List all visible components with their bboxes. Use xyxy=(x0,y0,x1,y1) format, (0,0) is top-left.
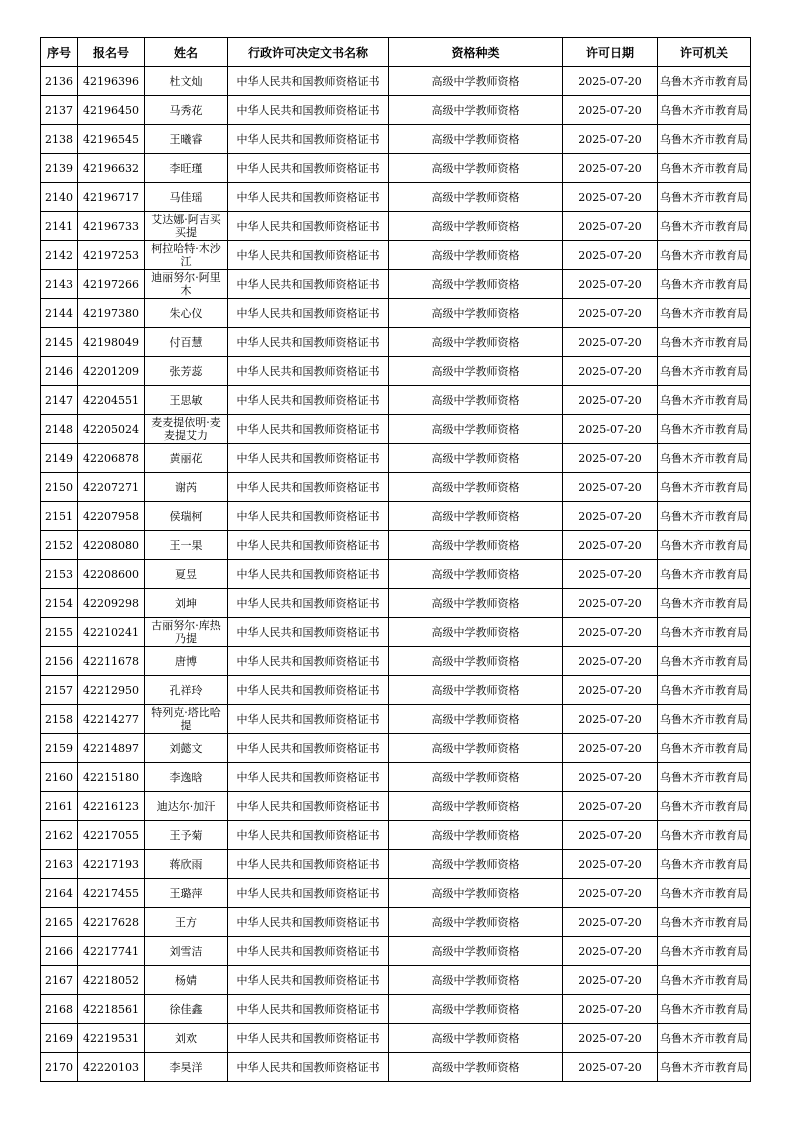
cell-document: 中华人民共和国教师资格证书 xyxy=(228,270,389,299)
cell-seq: 2137 xyxy=(41,96,78,125)
cell-document: 中华人民共和国教师资格证书 xyxy=(228,589,389,618)
cell-reg-no: 42197266 xyxy=(78,270,145,299)
table-row xyxy=(41,850,751,879)
cell-qualification: 高级中学教师资格 xyxy=(389,96,563,125)
cell-name: 李旺瑾 xyxy=(145,154,228,183)
cell-reg-no: 42216123 xyxy=(78,792,145,821)
cell-qualification: 高级中学教师资格 xyxy=(389,183,563,212)
cell-document: 中华人民共和国教师资格证书 xyxy=(228,502,389,531)
cell-document: 中华人民共和国教师资格证书 xyxy=(228,734,389,763)
table-row xyxy=(41,299,751,328)
cell-reg-no: 42210241 xyxy=(78,618,145,647)
cell-reg-no: 42196545 xyxy=(78,125,145,154)
cell-name: 李逸晗 xyxy=(145,763,228,792)
cell-authority: 乌鲁木齐市教育局 xyxy=(658,705,751,734)
table-row xyxy=(41,241,751,270)
cell-seq: 2150 xyxy=(41,473,78,502)
table-row xyxy=(41,270,751,299)
cell-seq: 2164 xyxy=(41,879,78,908)
cell-reg-no: 42211678 xyxy=(78,647,145,676)
cell-document: 中华人民共和国教师资格证书 xyxy=(228,908,389,937)
cell-seq: 2138 xyxy=(41,125,78,154)
cell-reg-no: 42214277 xyxy=(78,705,145,734)
cell-qualification: 高级中学教师资格 xyxy=(389,734,563,763)
cell-authority: 乌鲁木齐市教育局 xyxy=(658,995,751,1024)
cell-qualification: 高级中学教师资格 xyxy=(389,444,563,473)
cell-document: 中华人民共和国教师资格证书 xyxy=(228,1053,389,1082)
cell-authority: 乌鲁木齐市教育局 xyxy=(658,618,751,647)
cell-name: 刘懿文 xyxy=(145,734,228,763)
cell-authority: 乌鲁木齐市教育局 xyxy=(658,357,751,386)
cell-qualification: 高级中学教师资格 xyxy=(389,299,563,328)
cell-qualification: 高级中学教师资格 xyxy=(389,473,563,502)
cell-seq: 2144 xyxy=(41,299,78,328)
cell-name: 付百慧 xyxy=(145,328,228,357)
table-row xyxy=(41,908,751,937)
cell-date: 2025-07-20 xyxy=(563,473,658,502)
cell-reg-no: 42206878 xyxy=(78,444,145,473)
cell-seq: 2154 xyxy=(41,589,78,618)
cell-name: 王思敏 xyxy=(145,386,228,415)
cell-qualification: 高级中学教师资格 xyxy=(389,879,563,908)
cell-seq: 2143 xyxy=(41,270,78,299)
cell-reg-no: 42215180 xyxy=(78,763,145,792)
cell-reg-no: 42201209 xyxy=(78,357,145,386)
cell-date: 2025-07-20 xyxy=(563,850,658,879)
cell-document: 中华人民共和国教师资格证书 xyxy=(228,386,389,415)
table-row xyxy=(41,96,751,125)
cell-authority: 乌鲁木齐市教育局 xyxy=(658,154,751,183)
cell-date: 2025-07-20 xyxy=(563,647,658,676)
cell-date: 2025-07-20 xyxy=(563,125,658,154)
table-row xyxy=(41,67,751,96)
cell-seq: 2162 xyxy=(41,821,78,850)
cell-seq: 2140 xyxy=(41,183,78,212)
cell-seq: 2149 xyxy=(41,444,78,473)
cell-authority: 乌鲁木齐市教育局 xyxy=(658,879,751,908)
cell-name: 刘雪洁 xyxy=(145,937,228,966)
cell-date: 2025-07-20 xyxy=(563,502,658,531)
cell-document: 中华人民共和国教师资格证书 xyxy=(228,299,389,328)
cell-seq: 2159 xyxy=(41,734,78,763)
cell-reg-no: 42207271 xyxy=(78,473,145,502)
cell-seq: 2167 xyxy=(41,966,78,995)
cell-document: 中华人民共和国教师资格证书 xyxy=(228,444,389,473)
cell-seq: 2147 xyxy=(41,386,78,415)
cell-name: 蒋欣雨 xyxy=(145,850,228,879)
header-reg-no: 报名号 xyxy=(78,38,145,67)
cell-authority: 乌鲁木齐市教育局 xyxy=(658,502,751,531)
cell-seq: 2166 xyxy=(41,937,78,966)
cell-authority: 乌鲁木齐市教育局 xyxy=(658,647,751,676)
cell-date: 2025-07-20 xyxy=(563,357,658,386)
cell-name: 王一果 xyxy=(145,531,228,560)
cell-qualification: 高级中学教师资格 xyxy=(389,415,563,444)
cell-document: 中华人民共和国教师资格证书 xyxy=(228,705,389,734)
cell-reg-no: 42218052 xyxy=(78,966,145,995)
cell-name: 王曦睿 xyxy=(145,125,228,154)
table-row xyxy=(41,937,751,966)
cell-date: 2025-07-20 xyxy=(563,328,658,357)
cell-document: 中华人民共和国教师资格证书 xyxy=(228,560,389,589)
cell-seq: 2163 xyxy=(41,850,78,879)
cell-authority: 乌鲁木齐市教育局 xyxy=(658,415,751,444)
cell-qualification: 高级中学教师资格 xyxy=(389,1024,563,1053)
table-row xyxy=(41,125,751,154)
cell-document: 中华人民共和国教师资格证书 xyxy=(228,618,389,647)
cell-date: 2025-07-20 xyxy=(563,531,658,560)
cell-reg-no: 42214897 xyxy=(78,734,145,763)
cell-seq: 2156 xyxy=(41,647,78,676)
cell-date: 2025-07-20 xyxy=(563,676,658,705)
header-row xyxy=(41,38,751,67)
cell-name: 朱心仪 xyxy=(145,299,228,328)
cell-document: 中华人民共和国教师资格证书 xyxy=(228,357,389,386)
cell-date: 2025-07-20 xyxy=(563,937,658,966)
cell-authority: 乌鲁木齐市教育局 xyxy=(658,67,751,96)
cell-name: 马秀花 xyxy=(145,96,228,125)
cell-date: 2025-07-20 xyxy=(563,618,658,647)
cell-reg-no: 42204551 xyxy=(78,386,145,415)
cell-reg-no: 42218561 xyxy=(78,995,145,1024)
cell-seq: 2157 xyxy=(41,676,78,705)
cell-seq: 2146 xyxy=(41,357,78,386)
cell-date: 2025-07-20 xyxy=(563,1053,658,1082)
cell-document: 中华人民共和国教师资格证书 xyxy=(228,67,389,96)
cell-reg-no: 42196733 xyxy=(78,212,145,241)
cell-date: 2025-07-20 xyxy=(563,183,658,212)
cell-authority: 乌鲁木齐市教育局 xyxy=(658,792,751,821)
cell-date: 2025-07-20 xyxy=(563,908,658,937)
cell-reg-no: 42217193 xyxy=(78,850,145,879)
table-row xyxy=(41,995,751,1024)
cell-qualification: 高级中学教师资格 xyxy=(389,502,563,531)
cell-date: 2025-07-20 xyxy=(563,415,658,444)
cell-name: 王方 xyxy=(145,908,228,937)
cell-date: 2025-07-20 xyxy=(563,386,658,415)
cell-seq: 2139 xyxy=(41,154,78,183)
cell-qualification: 高级中学教师资格 xyxy=(389,908,563,937)
table-row xyxy=(41,357,751,386)
cell-document: 中华人民共和国教师资格证书 xyxy=(228,1024,389,1053)
table-row xyxy=(41,734,751,763)
cell-qualification: 高级中学教师资格 xyxy=(389,1053,563,1082)
cell-document: 中华人民共和国教师资格证书 xyxy=(228,328,389,357)
cell-name: 黄丽花 xyxy=(145,444,228,473)
cell-authority: 乌鲁木齐市教育局 xyxy=(658,96,751,125)
cell-date: 2025-07-20 xyxy=(563,821,658,850)
table-row xyxy=(41,879,751,908)
cell-authority: 乌鲁木齐市教育局 xyxy=(658,734,751,763)
cell-seq: 2142 xyxy=(41,241,78,270)
cell-date: 2025-07-20 xyxy=(563,589,658,618)
cell-document: 中华人民共和国教师资格证书 xyxy=(228,183,389,212)
cell-name: 徐佳鑫 xyxy=(145,995,228,1024)
cell-reg-no: 42217741 xyxy=(78,937,145,966)
cell-reg-no: 42209298 xyxy=(78,589,145,618)
cell-document: 中华人民共和国教师资格证书 xyxy=(228,96,389,125)
cell-name: 唐博 xyxy=(145,647,228,676)
cell-reg-no: 42196450 xyxy=(78,96,145,125)
cell-authority: 乌鲁木齐市教育局 xyxy=(658,908,751,937)
cell-qualification: 高级中学教师资格 xyxy=(389,647,563,676)
cell-date: 2025-07-20 xyxy=(563,154,658,183)
cell-authority: 乌鲁木齐市教育局 xyxy=(658,212,751,241)
table-row xyxy=(41,763,751,792)
cell-authority: 乌鲁木齐市教育局 xyxy=(658,531,751,560)
cell-qualification: 高级中学教师资格 xyxy=(389,270,563,299)
cell-name: 柯拉哈特·木沙江 xyxy=(145,241,228,270)
cell-name: 迪达尔·加汗 xyxy=(145,792,228,821)
cell-authority: 乌鲁木齐市教育局 xyxy=(658,763,751,792)
cell-seq: 2169 xyxy=(41,1024,78,1053)
table-row xyxy=(41,589,751,618)
cell-document: 中华人民共和国教师资格证书 xyxy=(228,647,389,676)
cell-seq: 2153 xyxy=(41,560,78,589)
cell-name: 侯瑞柯 xyxy=(145,502,228,531)
cell-date: 2025-07-20 xyxy=(563,299,658,328)
cell-qualification: 高级中学教师资格 xyxy=(389,763,563,792)
cell-document: 中华人民共和国教师资格证书 xyxy=(228,531,389,560)
cell-seq: 2148 xyxy=(41,415,78,444)
cell-seq: 2168 xyxy=(41,995,78,1024)
cell-seq: 2158 xyxy=(41,705,78,734)
cell-seq: 2136 xyxy=(41,67,78,96)
cell-document: 中华人民共和国教师资格证书 xyxy=(228,879,389,908)
cell-reg-no: 42196396 xyxy=(78,67,145,96)
cell-date: 2025-07-20 xyxy=(563,560,658,589)
cell-qualification: 高级中学教师资格 xyxy=(389,618,563,647)
cell-document: 中华人民共和国教师资格证书 xyxy=(228,937,389,966)
cell-reg-no: 42196717 xyxy=(78,183,145,212)
cell-seq: 2165 xyxy=(41,908,78,937)
cell-authority: 乌鲁木齐市教育局 xyxy=(658,850,751,879)
cell-reg-no: 42196632 xyxy=(78,154,145,183)
cell-date: 2025-07-20 xyxy=(563,96,658,125)
cell-date: 2025-07-20 xyxy=(563,792,658,821)
cell-authority: 乌鲁木齐市教育局 xyxy=(658,125,751,154)
cell-name: 孔祥玲 xyxy=(145,676,228,705)
cell-reg-no: 42197253 xyxy=(78,241,145,270)
cell-qualification: 高级中学教师资格 xyxy=(389,937,563,966)
header-name: 姓名 xyxy=(145,38,228,67)
table-row xyxy=(41,618,751,647)
cell-qualification: 高级中学教师资格 xyxy=(389,154,563,183)
cell-name: 王予菊 xyxy=(145,821,228,850)
cell-name: 张芳蕊 xyxy=(145,357,228,386)
cell-reg-no: 42220103 xyxy=(78,1053,145,1082)
cell-name: 李昊洋 xyxy=(145,1053,228,1082)
cell-document: 中华人民共和国教师资格证书 xyxy=(228,966,389,995)
table-row xyxy=(41,966,751,995)
cell-date: 2025-07-20 xyxy=(563,1024,658,1053)
cell-authority: 乌鲁木齐市教育局 xyxy=(658,241,751,270)
cell-seq: 2161 xyxy=(41,792,78,821)
cell-qualification: 高级中学教师资格 xyxy=(389,560,563,589)
header-qualification: 资格种类 xyxy=(389,38,563,67)
cell-document: 中华人民共和国教师资格证书 xyxy=(228,792,389,821)
cell-qualification: 高级中学教师资格 xyxy=(389,67,563,96)
cell-name: 麦麦提依明·麦麦提艾力 xyxy=(145,415,228,444)
cell-date: 2025-07-20 xyxy=(563,966,658,995)
cell-document: 中华人民共和国教师资格证书 xyxy=(228,676,389,705)
cell-qualification: 高级中学教师资格 xyxy=(389,241,563,270)
table-row xyxy=(41,676,751,705)
cell-reg-no: 42208600 xyxy=(78,560,145,589)
cell-qualification: 高级中学教师资格 xyxy=(389,357,563,386)
cell-document: 中华人民共和国教师资格证书 xyxy=(228,821,389,850)
cell-qualification: 高级中学教师资格 xyxy=(389,705,563,734)
cell-seq: 2170 xyxy=(41,1053,78,1082)
cell-name: 王璐萍 xyxy=(145,879,228,908)
cell-authority: 乌鲁木齐市教育局 xyxy=(658,444,751,473)
cell-reg-no: 42217055 xyxy=(78,821,145,850)
cell-reg-no: 42197380 xyxy=(78,299,145,328)
table-row xyxy=(41,386,751,415)
cell-seq: 2160 xyxy=(41,763,78,792)
cell-authority: 乌鲁木齐市教育局 xyxy=(658,270,751,299)
cell-seq: 2145 xyxy=(41,328,78,357)
cell-qualification: 高级中学教师资格 xyxy=(389,850,563,879)
table-row xyxy=(41,821,751,850)
table-row xyxy=(41,444,751,473)
cell-authority: 乌鲁木齐市教育局 xyxy=(658,328,751,357)
cell-date: 2025-07-20 xyxy=(563,67,658,96)
header-authority: 许可机关 xyxy=(658,38,751,67)
cell-name: 古丽努尔·库热乃提 xyxy=(145,618,228,647)
header-document: 行政许可决定文书名称 xyxy=(228,38,389,67)
cell-reg-no: 42208080 xyxy=(78,531,145,560)
table-row xyxy=(41,792,751,821)
cell-name: 迪丽努尔·阿里木 xyxy=(145,270,228,299)
cell-qualification: 高级中学教师资格 xyxy=(389,212,563,241)
cell-qualification: 高级中学教师资格 xyxy=(389,792,563,821)
cell-qualification: 高级中学教师资格 xyxy=(389,125,563,154)
cell-authority: 乌鲁木齐市教育局 xyxy=(658,1053,751,1082)
cell-reg-no: 42217455 xyxy=(78,879,145,908)
cell-date: 2025-07-20 xyxy=(563,270,658,299)
cell-authority: 乌鲁木齐市教育局 xyxy=(658,560,751,589)
cell-authority: 乌鲁木齐市教育局 xyxy=(658,589,751,618)
cell-name: 艾达娜·阿吉买买提 xyxy=(145,212,228,241)
cell-authority: 乌鲁木齐市教育局 xyxy=(658,183,751,212)
cell-seq: 2151 xyxy=(41,502,78,531)
table-row xyxy=(41,647,751,676)
cell-document: 中华人民共和国教师资格证书 xyxy=(228,763,389,792)
cell-document: 中华人民共和国教师资格证书 xyxy=(228,212,389,241)
cell-document: 中华人民共和国教师资格证书 xyxy=(228,154,389,183)
cell-qualification: 高级中学教师资格 xyxy=(389,821,563,850)
cell-date: 2025-07-20 xyxy=(563,734,658,763)
table-row xyxy=(41,328,751,357)
cell-reg-no: 42219531 xyxy=(78,1024,145,1053)
table-row xyxy=(41,531,751,560)
cell-name: 马佳瑶 xyxy=(145,183,228,212)
cell-seq: 2155 xyxy=(41,618,78,647)
header-seq: 序号 xyxy=(41,38,78,67)
cell-reg-no: 42212950 xyxy=(78,676,145,705)
cell-qualification: 高级中学教师资格 xyxy=(389,676,563,705)
table-row xyxy=(41,560,751,589)
cell-authority: 乌鲁木齐市教育局 xyxy=(658,966,751,995)
table-row xyxy=(41,212,751,241)
cell-authority: 乌鲁木齐市教育局 xyxy=(658,386,751,415)
cell-name: 刘欢 xyxy=(145,1024,228,1053)
cell-qualification: 高级中学教师资格 xyxy=(389,386,563,415)
cell-reg-no: 42207958 xyxy=(78,502,145,531)
cell-qualification: 高级中学教师资格 xyxy=(389,995,563,1024)
table-row xyxy=(41,1024,751,1053)
table-row xyxy=(41,1053,751,1082)
cell-reg-no: 42205024 xyxy=(78,415,145,444)
cell-name: 特列克·塔比哈提 xyxy=(145,705,228,734)
cell-qualification: 高级中学教师资格 xyxy=(389,328,563,357)
cell-qualification: 高级中学教师资格 xyxy=(389,531,563,560)
cell-seq: 2141 xyxy=(41,212,78,241)
cell-date: 2025-07-20 xyxy=(563,763,658,792)
cell-document: 中华人民共和国教师资格证书 xyxy=(228,850,389,879)
cell-date: 2025-07-20 xyxy=(563,995,658,1024)
cell-seq: 2152 xyxy=(41,531,78,560)
table-row xyxy=(41,183,751,212)
cell-authority: 乌鲁木齐市教育局 xyxy=(658,676,751,705)
cell-document: 中华人民共和国教师资格证书 xyxy=(228,473,389,502)
cell-authority: 乌鲁木齐市教育局 xyxy=(658,299,751,328)
table-row xyxy=(41,415,751,444)
cell-authority: 乌鲁木齐市教育局 xyxy=(658,821,751,850)
cell-document: 中华人民共和国教师资格证书 xyxy=(228,995,389,1024)
cell-authority: 乌鲁木齐市教育局 xyxy=(658,937,751,966)
license-table xyxy=(40,37,751,1082)
cell-reg-no: 42217628 xyxy=(78,908,145,937)
cell-date: 2025-07-20 xyxy=(563,212,658,241)
cell-qualification: 高级中学教师资格 xyxy=(389,966,563,995)
table-row xyxy=(41,473,751,502)
cell-reg-no: 42198049 xyxy=(78,328,145,357)
header-date: 许可日期 xyxy=(563,38,658,67)
cell-date: 2025-07-20 xyxy=(563,705,658,734)
cell-qualification: 高级中学教师资格 xyxy=(389,589,563,618)
cell-document: 中华人民共和国教师资格证书 xyxy=(228,241,389,270)
cell-name: 夏昱 xyxy=(145,560,228,589)
cell-name: 刘坤 xyxy=(145,589,228,618)
cell-date: 2025-07-20 xyxy=(563,879,658,908)
table-row xyxy=(41,154,751,183)
cell-date: 2025-07-20 xyxy=(563,444,658,473)
cell-authority: 乌鲁木齐市教育局 xyxy=(658,1024,751,1053)
cell-date: 2025-07-20 xyxy=(563,241,658,270)
cell-authority: 乌鲁木齐市教育局 xyxy=(658,473,751,502)
table-row xyxy=(41,502,751,531)
cell-name: 杜文灿 xyxy=(145,67,228,96)
cell-document: 中华人民共和国教师资格证书 xyxy=(228,125,389,154)
table-row xyxy=(41,705,751,734)
cell-document: 中华人民共和国教师资格证书 xyxy=(228,415,389,444)
cell-name: 杨婧 xyxy=(145,966,228,995)
cell-name: 谢芮 xyxy=(145,473,228,502)
